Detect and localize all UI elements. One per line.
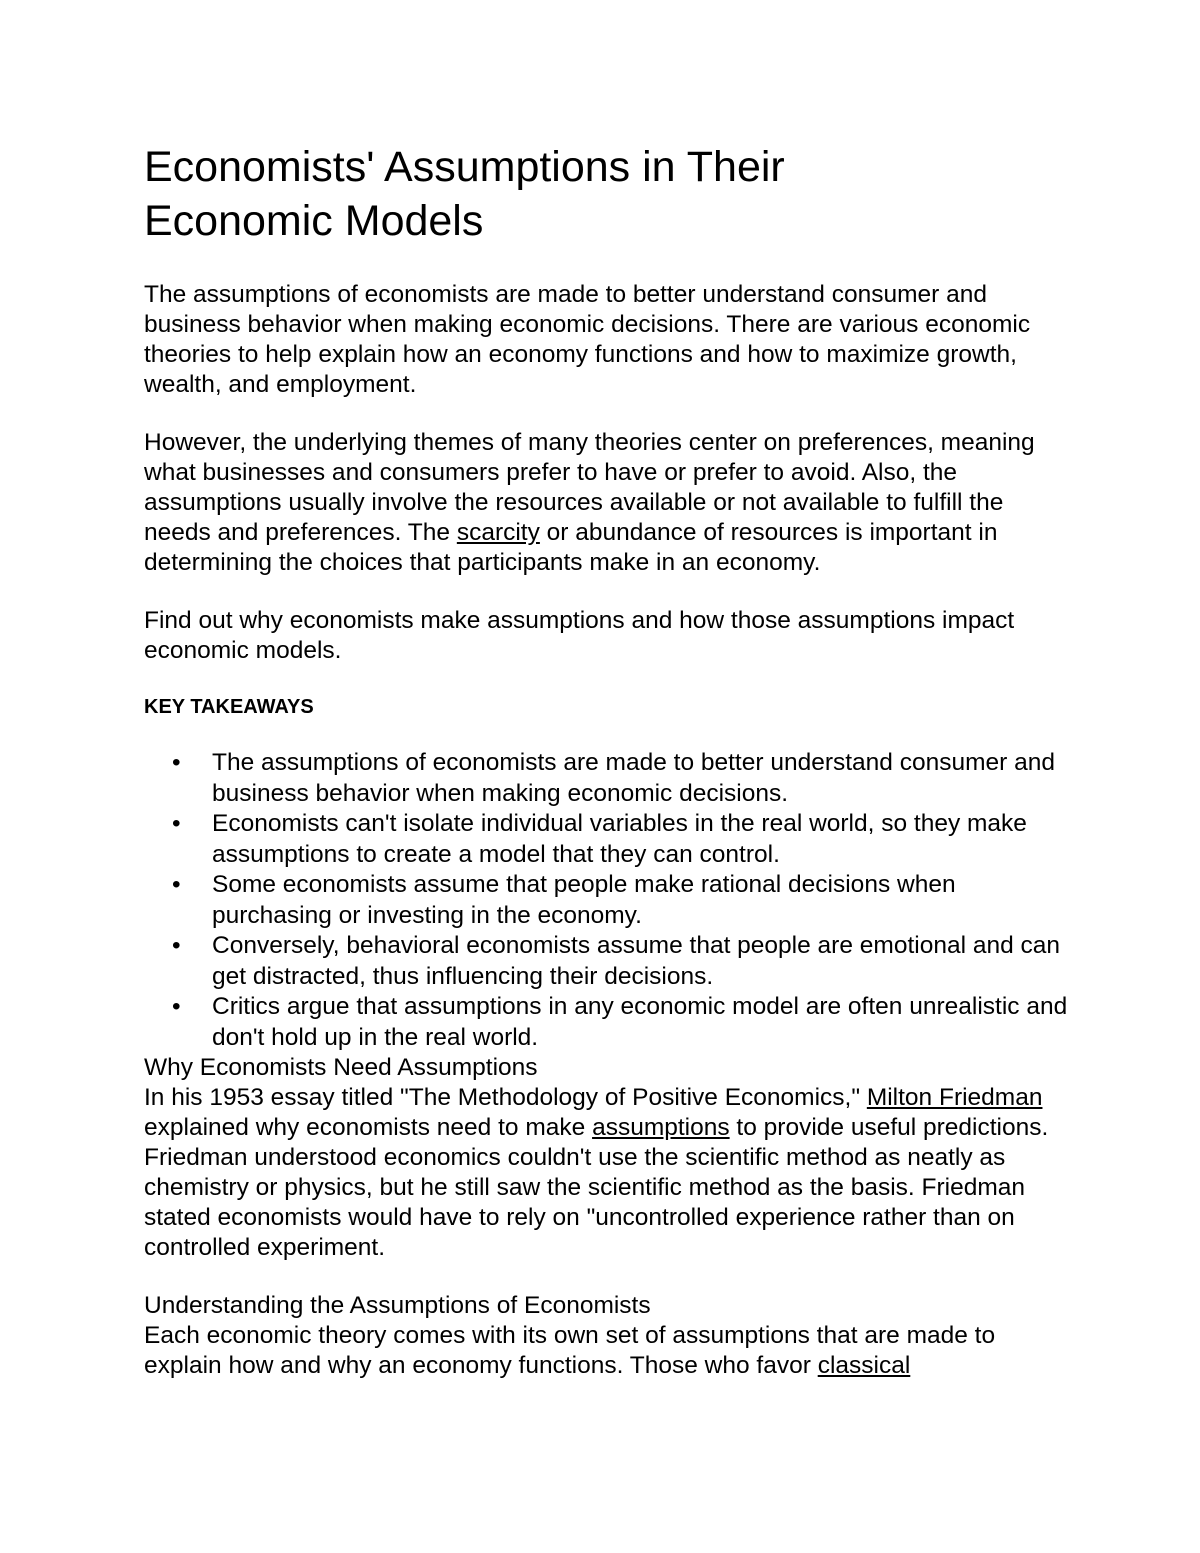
list-item <box>172 748 1074 809</box>
section-1-text-b: explained why economists need to make <box>144 1114 593 1141</box>
section-heading-why-assumptions: Why Economists Need Assumptions <box>144 1054 538 1081</box>
list-item-text: Critics argue that assumptions in any economic model are often unrealistic and don't hold up in the real world. <box>212 993 1068 1051</box>
scarcity-link[interactable]: scarcity <box>456 519 540 546</box>
bullet-icon: • <box>172 871 181 898</box>
section-1-text-c: to provide useful predictions. Friedman understood economics couldn't use the scientific method as neatly as chemistry or physics, but he still saw the scientific method as the basis. Friedman stated economists would have to rely on "uncontrolled experience rather than on controlled experiment. <box>144 1114 1049 1261</box>
intro-paragraph-2 <box>144 428 1074 578</box>
section-2-text-a: Each economic theory comes with its own set of assumptions that are made to explain how and why an economy functions. Those who favor <box>144 1322 996 1379</box>
title-line-1: Economists' Assumptions in Their <box>144 143 785 191</box>
milton-friedman-link[interactable]: Milton Friedman <box>866 1084 1043 1111</box>
assumptions-link[interactable]: assumptions <box>592 1114 730 1141</box>
list-item <box>172 870 1074 931</box>
page-title <box>144 140 1074 248</box>
classical-link[interactable]: classical <box>817 1352 911 1379</box>
list-item-text: The assumptions of economists are made to better understand consumer and business behavior when making economic decisions. <box>212 749 1055 807</box>
bullet-icon: • <box>172 993 181 1020</box>
list-item <box>172 931 1074 992</box>
list-item-text: Some economists assume that people make rational decisions when purchasing or investing in the economy. <box>212 871 956 929</box>
bullet-icon: • <box>172 810 181 837</box>
bullet-icon: • <box>172 932 181 959</box>
key-takeaways-heading: KEY TAKEAWAYS <box>144 696 314 718</box>
list-item <box>172 992 1074 1053</box>
intro-p2-text-a: However, the underlying themes of many theories center on preferences, meaning what businesses and consumers prefer to have or prefer to avoid. Also, the assumptions usually involve the resources available or not available to fulfill the needs and preferences. The <box>144 429 1035 546</box>
bullet-icon: • <box>172 749 181 776</box>
section-heading-understanding-assumptions: Understanding the Assumptions of Economists <box>144 1292 651 1319</box>
list-item <box>172 809 1074 870</box>
list-item-text: Economists can't isolate individual variables in the real world, so they make assumptions to create a model that they can control. <box>212 810 1027 868</box>
section-2-paragraph <box>144 1321 1074 1381</box>
intro-paragraph-3: Find out why economists make assumptions and how those assumptions impact economic models. <box>144 607 1015 664</box>
key-takeaways-list <box>144 748 1074 1053</box>
intro-p2-text-b: or abundance of resources is important in determining the choices that participants make in an economy. <box>144 519 998 576</box>
title-line-2: Economic Models <box>144 197 484 245</box>
intro-paragraph-1: The assumptions of economists are made to better understand consumer and business behavior when making economic decisions. There are various economic theories to help explain how an economy functions and how to maximize growth, wealth, and employment. <box>144 281 1031 398</box>
document-page <box>144 140 1074 1409</box>
section-1-paragraph <box>144 1083 1074 1263</box>
list-item-text: Conversely, behavioral economists assume that people are emotional and can get distracted, thus influencing their decisions. <box>212 932 1061 990</box>
section-1-text-a: In his 1953 essay titled "The Methodology of Positive Economics," <box>144 1084 867 1111</box>
